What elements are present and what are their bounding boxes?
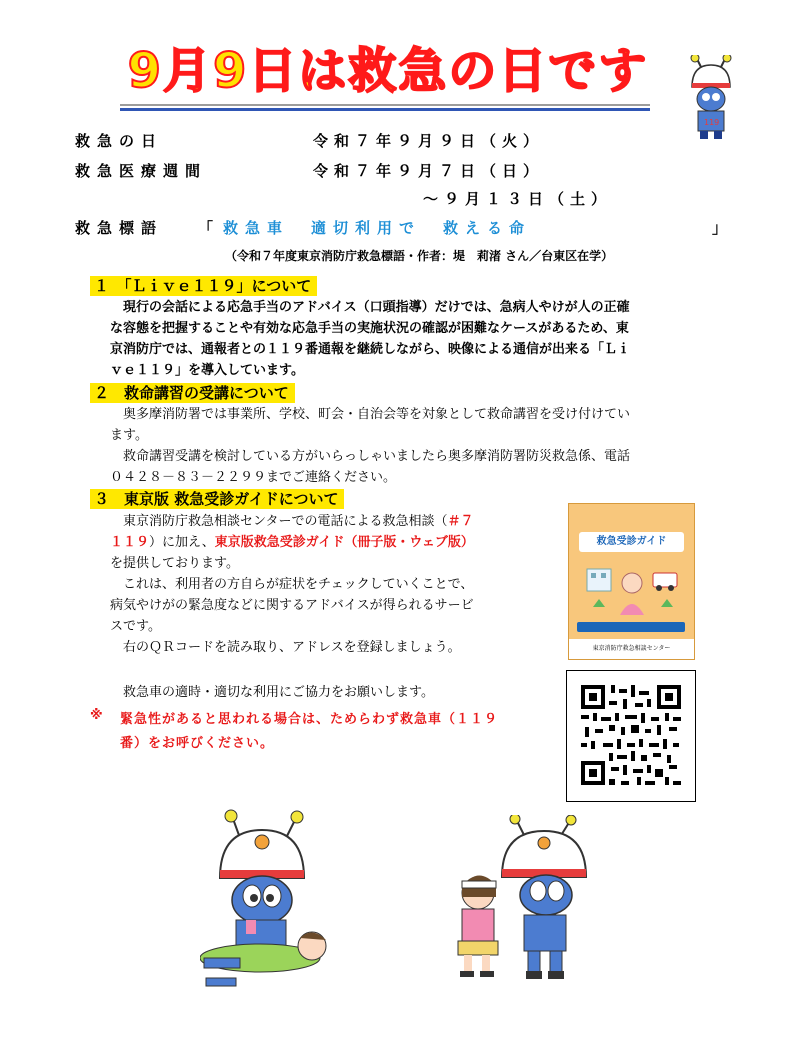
info-week-value: 令和７年９月７日（日）: [313, 162, 545, 180]
warning-line-2: 番）をお呼びください。: [120, 736, 275, 751]
slogan-close-quote: 」: [712, 219, 728, 237]
mascot-cpr-illustration: [200, 808, 360, 998]
guide-name: 東京版救急受診ガイド（冊子版・ウェブ版）: [214, 535, 474, 550]
info-day-value: 令和７年９月９日（火）: [313, 132, 545, 150]
section-2-line: ０４２８－８３－２２９９までご連絡ください。: [110, 470, 397, 485]
page-title: 9月9日は救急の日です: [127, 43, 649, 99]
mascot-saluting-icon: [682, 55, 740, 140]
svg-text:119: 119: [704, 118, 720, 127]
section-2-line: 奥多摩消防署では事業所、学校、町会・自治会等を対象として救命講習を受け付けてい: [110, 407, 631, 422]
section-1-line: 現行の会話による応急手当のアドバイス（口頭指導）だけでは、急病人やけが人の正確: [110, 300, 630, 315]
slogan-open-quote: 「: [198, 219, 214, 237]
section-3-heading: ３ 東京版 救急受診ガイドについて: [90, 489, 344, 509]
guide-booklet-footer: 東京消防庁救急相談センター: [569, 639, 694, 659]
section-2-line: ます。: [110, 428, 148, 443]
qr-code-icon: [567, 671, 695, 801]
section-2-line: 救命講習受講を検討している方がいらっしゃいましたら奥多摩消防署防災救急係、電話: [110, 449, 631, 464]
section-1-line: な容態を把握することや有効な応急手当の実施状況の確認が困難なケースがあるため、東: [110, 321, 629, 336]
section-2-body: [110, 404, 725, 488]
slogan-text: 救急車 適切利用で 救える命: [223, 219, 532, 237]
guide-booklet-image: [568, 503, 695, 660]
mascot-first-aid-illustration: [440, 815, 620, 985]
section-3-text: 病気やけがの緊急度などに関するアドバイスが得られるサービ: [110, 598, 474, 613]
info-week-label: 救急医療週間: [75, 162, 208, 180]
guide-illustration-icon: [583, 559, 681, 617]
slogan-credit: （令和７年度東京消防庁救急標語・作者：堤 莉渚 さん／台東区在学）: [225, 249, 614, 263]
info-slogan-label: 救急標語: [75, 219, 164, 237]
section-1-heading: １ 「Ｌｉｖｅ１１９」について: [90, 276, 317, 296]
section-3-body: [110, 511, 560, 658]
title-underline: [120, 104, 650, 106]
warning-line-1: 緊急性があると思われる場合は、ためらわず救急車（１１９: [120, 712, 499, 727]
guide-booklet-title: 救急受診ガイド: [579, 532, 684, 552]
guide-booklet-band: [577, 622, 685, 632]
info-week-value-end: ～９月１３日（土）: [423, 190, 613, 208]
section-3-text: 東京消防庁救急相談センターでの電話による救急相談（: [110, 514, 448, 529]
section-2-heading: ２ 救命講習の受講について: [90, 383, 295, 403]
section-3-text: スです。: [110, 619, 161, 634]
section-3-text: これは、利用者の方自らが症状をチェックしていくことで、: [110, 577, 474, 592]
qr-code[interactable]: [566, 670, 696, 802]
closing-text: 救急車の適時・適切な利用にご協力をお願いします。: [110, 685, 434, 700]
section-3-text: ）に加え、: [149, 535, 215, 550]
section-1-line: ｖｅ１１９」を導入しています。: [110, 363, 304, 378]
section-1-line: 京消防庁では、通報者との１１９番通報を継続しながら、映像による通信が出来る「Ｌｉ: [110, 342, 631, 357]
hotline-number-cont: １１９: [110, 535, 150, 550]
section-3-text: 右のＱＲコードを読み取り、アドレスを登録しましょう。: [110, 640, 461, 655]
section-1-body: [110, 297, 720, 381]
hotline-number: ＃７: [447, 514, 474, 529]
warning-mark: ※: [90, 708, 103, 723]
title-underline-blue: [120, 108, 650, 111]
section-3-text: を提供しております。: [110, 556, 239, 571]
info-day-label: 救急の日: [75, 132, 164, 150]
